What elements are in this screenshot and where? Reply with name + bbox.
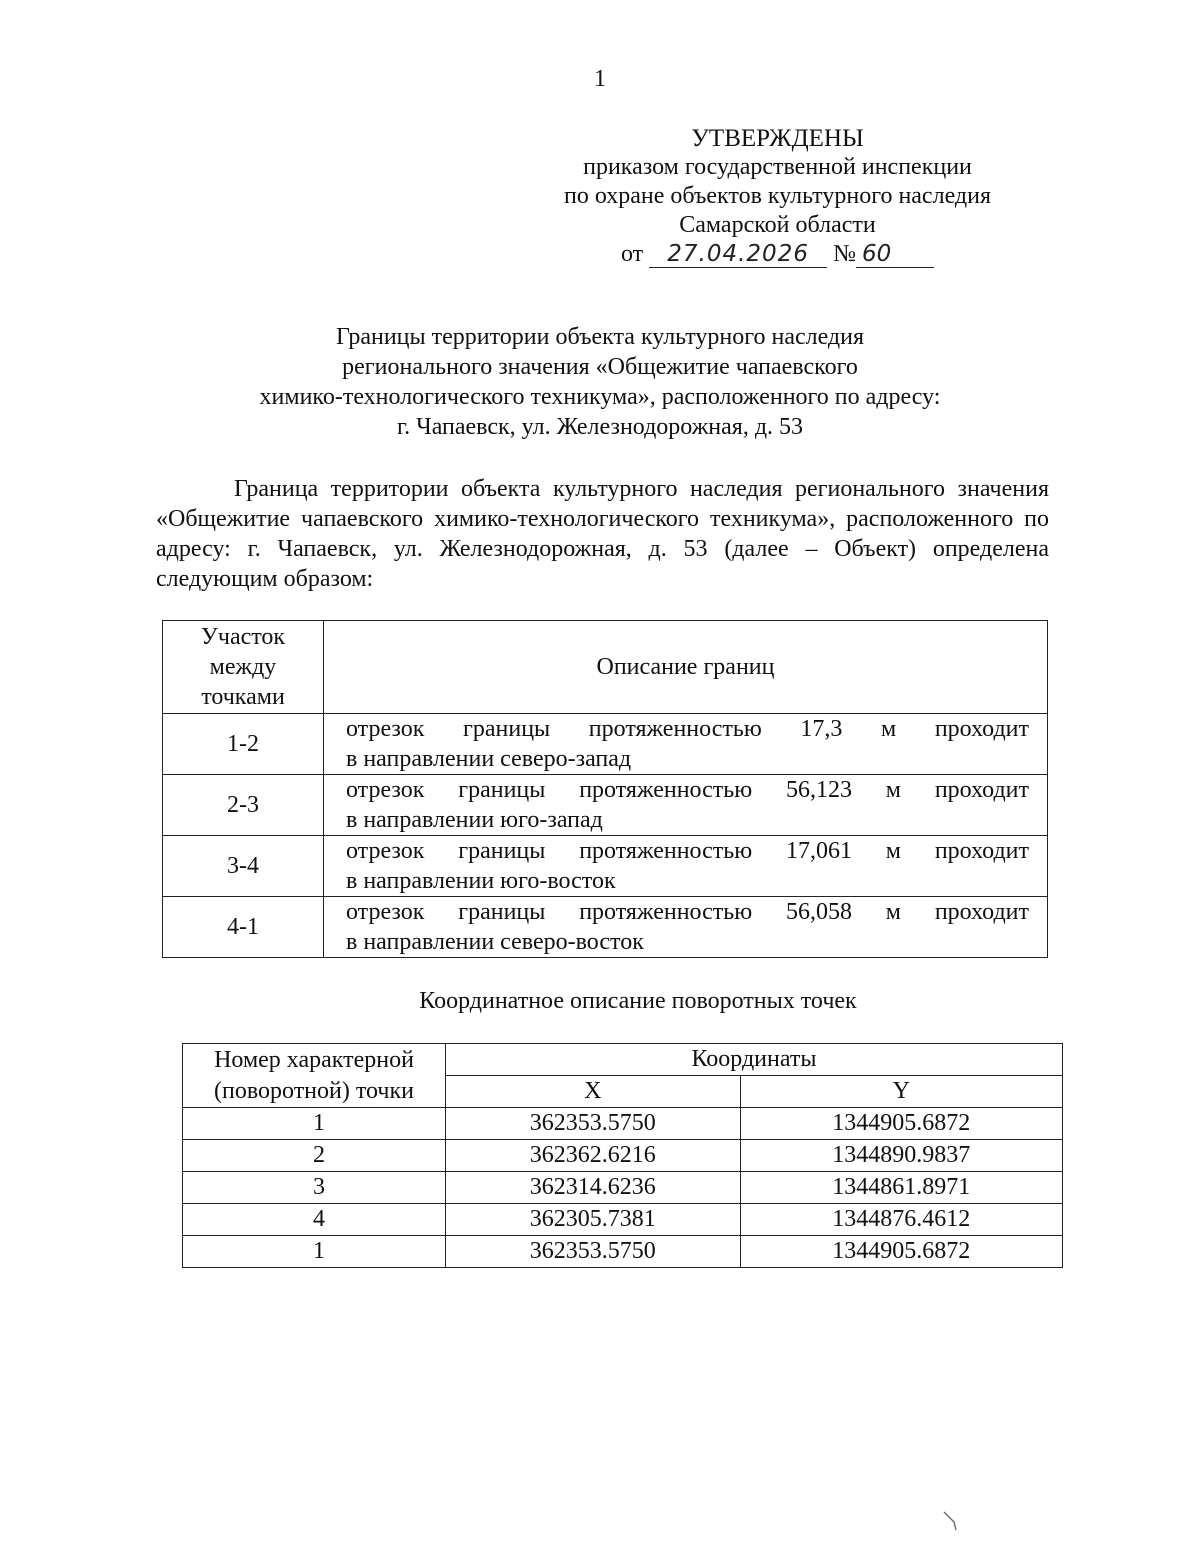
table-row xyxy=(183,1108,1063,1140)
approval-line: по охране объектов культурного наследия xyxy=(563,183,991,209)
header-point: Номер характерной (поворотной) точки xyxy=(183,1044,446,1108)
description-cell xyxy=(324,836,1048,897)
segment-cell: 1-2 xyxy=(163,714,324,775)
description-line: в направлении северо-восток xyxy=(346,929,644,955)
approval-block xyxy=(540,124,1015,269)
table-row xyxy=(163,775,1048,836)
coordinates-table xyxy=(182,1043,1063,1268)
x-cell: 362353.5750 xyxy=(446,1236,741,1268)
table-row xyxy=(183,1204,1063,1236)
order-date-line xyxy=(540,240,1015,269)
handwritten-date: 27.04.2026 xyxy=(649,241,827,268)
coordinates-heading: Координатное описание поворотных точек xyxy=(419,988,857,1014)
title-line: регионального значения «Общежитие чапаевского xyxy=(342,354,858,380)
y-cell: 1344876.4612 xyxy=(740,1204,1062,1236)
header-x: X xyxy=(446,1076,741,1108)
title-line: Границы территории объекта культурного наследия xyxy=(335,324,865,350)
title-line: г. Чапаевск, ул. Железнодорожная, д. 53 xyxy=(396,414,804,440)
x-cell: 362353.5750 xyxy=(446,1108,741,1140)
point-cell: 4 xyxy=(183,1204,446,1236)
description-cell xyxy=(324,897,1048,958)
title-line: химико-технологического техникума», расположенного по адресу: xyxy=(259,384,941,410)
description-line: отрезок границы протяженностью 17,061 м проходит xyxy=(346,838,1029,864)
table-row xyxy=(163,897,1048,958)
point-cell: 2 xyxy=(183,1140,446,1172)
boundaries-table xyxy=(162,620,1048,958)
table-header-row xyxy=(163,621,1048,714)
description-line: в направлении юго-восток xyxy=(346,868,616,894)
approval-line: приказом государственной инспекции xyxy=(583,154,972,180)
y-cell: 1344905.6872 xyxy=(740,1108,1062,1140)
point-cell: 1 xyxy=(183,1236,446,1268)
segment-cell: 3-4 xyxy=(163,836,324,897)
table-row xyxy=(163,714,1048,775)
intro-paragraph: Граница территории объекта культурного наследия регионального значения «Общежитие чапаевского химико-технологического техникума», расположенного по адресу: г. Чапаевск, ул. Железнодорожная, д. 53 (далее – Объект) определена следующим образом: xyxy=(156,476,1049,592)
approval-line: Самарской области xyxy=(679,212,876,238)
handwritten-order-number: 60 xyxy=(856,241,934,268)
approval-title: УТВЕРЖДЕНЫ xyxy=(691,125,864,152)
description-line: в направлении северо-запад xyxy=(346,746,632,772)
segment-cell: 4-1 xyxy=(163,897,324,958)
page-number: 1 xyxy=(594,66,606,92)
header-coordinates: Координаты xyxy=(446,1044,1063,1076)
description-line: в направлении юго-запад xyxy=(346,807,603,833)
pen-mark xyxy=(940,1508,970,1538)
x-cell: 362362.6216 xyxy=(446,1140,741,1172)
header-segment-text: Участок между точками xyxy=(200,624,286,710)
document-title xyxy=(150,322,1050,442)
description-line: отрезок границы протяженностью 56,058 м проходит xyxy=(346,899,1029,925)
table-row xyxy=(163,836,1048,897)
table-row xyxy=(183,1172,1063,1204)
point-cell: 1 xyxy=(183,1108,446,1140)
y-cell: 1344861.8971 xyxy=(740,1172,1062,1204)
x-cell: 362305.7381 xyxy=(446,1204,741,1236)
description-line: отрезок границы протяженностью 56,123 м проходит xyxy=(346,777,1029,803)
point-cell: 3 xyxy=(183,1172,446,1204)
header-description: Описание границ xyxy=(324,621,1048,714)
description-line: отрезок границы протяженностью 17,3 м проходит xyxy=(346,716,1029,742)
number-prefix: № xyxy=(833,241,857,267)
table-row xyxy=(183,1140,1063,1172)
table-header-row xyxy=(183,1044,1063,1076)
date-prefix: от xyxy=(620,241,644,267)
segment-cell: 2-3 xyxy=(163,775,324,836)
y-cell: 1344890.9837 xyxy=(740,1140,1062,1172)
header-y: Y xyxy=(740,1076,1062,1108)
description-cell xyxy=(324,775,1048,836)
description-cell xyxy=(324,714,1048,775)
x-cell: 362314.6236 xyxy=(446,1172,741,1204)
table-row xyxy=(183,1236,1063,1268)
y-cell: 1344905.6872 xyxy=(740,1236,1062,1268)
header-segment xyxy=(163,621,324,714)
